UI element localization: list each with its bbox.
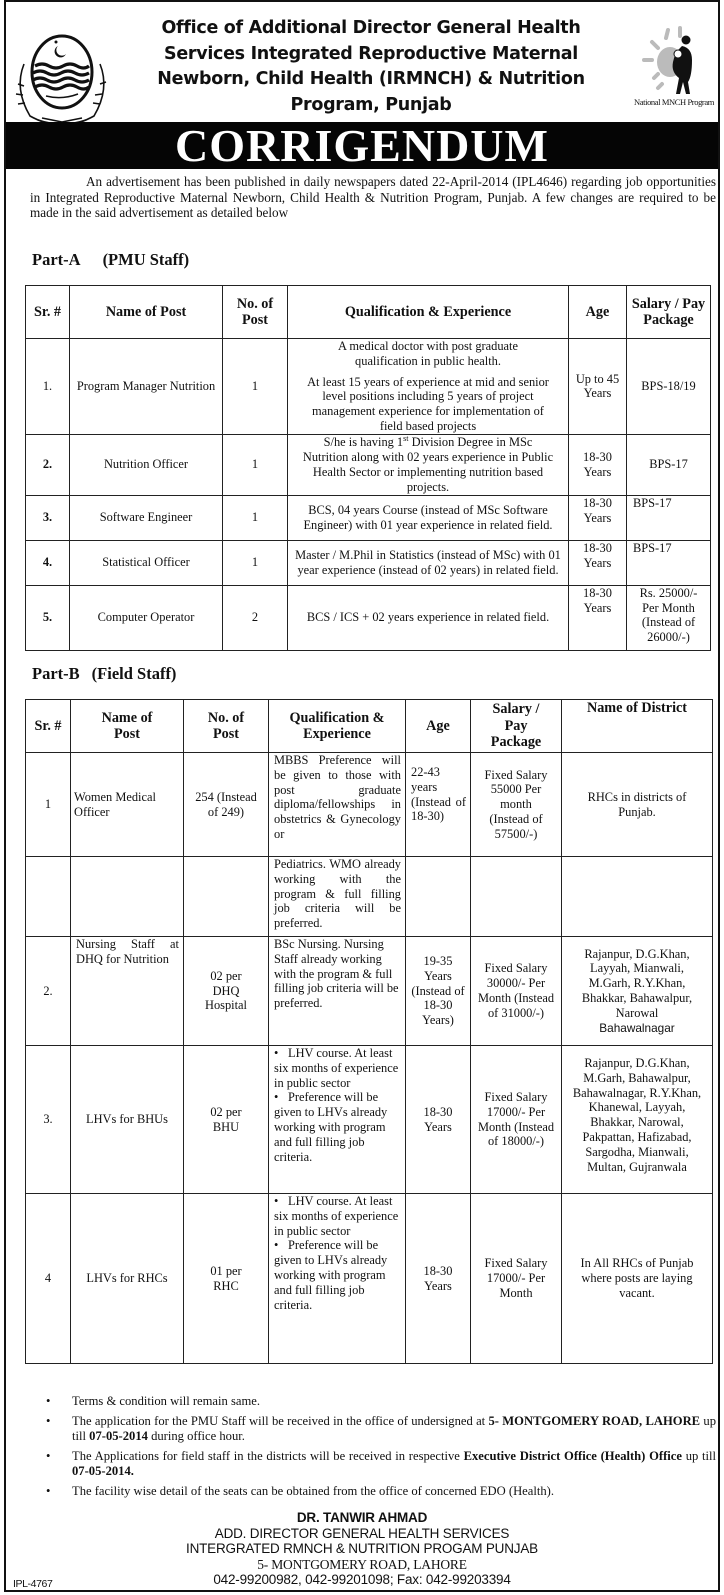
cell-qualification: Master / M.Phil in Statistics (instead of MSc) with 01 year experience (instead of 02 years) in related field. — [288, 540, 569, 585]
bullet-icon: • — [274, 1090, 279, 1105]
part-a-label: Part-A — [32, 250, 81, 269]
qualification-text: LHV course. At least six months of experience in public sector — [274, 1046, 399, 1090]
table-row — [26, 1046, 713, 1194]
cell-age: 18-30 Years — [406, 1194, 471, 1364]
part-b-heading — [32, 664, 176, 684]
cell-empty — [184, 857, 269, 937]
col-header-district: Name of District — [562, 700, 713, 753]
table-row — [26, 540, 711, 585]
cell-qualification: BCS, 04 years Course (instead of MSc Software Engineer) with 01 year experience in related field. — [288, 495, 569, 540]
cell-age: 18-30 Years — [569, 434, 627, 495]
cell-qualification — [288, 434, 569, 495]
cell-age: Up to 45Years — [569, 339, 627, 435]
bullet-icon: • — [46, 1484, 51, 1498]
part-a-subtitle: (PMU Staff) — [102, 250, 190, 269]
note-text: up till — [681, 1449, 717, 1463]
cell-age: 18-30 Years — [569, 585, 627, 650]
district-list: Rajanpur, D.G.Khan, Layyah, Mianwali, M.Garh, R.Y.Khan, Bhakkar, Bahawalpur, Narowal — [581, 946, 693, 1020]
col-header-sr: Sr. # — [26, 700, 71, 753]
qualification-bullet — [274, 1194, 402, 1238]
cell-count: 1 — [223, 434, 288, 495]
cell-qualification: BSc Nursing. Nursing Staff already working with the program & full filling job criteria will be preferred. — [269, 937, 406, 1046]
bullet-icon: • — [274, 1194, 279, 1208]
note-item — [30, 1394, 716, 1409]
col-header-qualification: Qualification & Experience — [288, 286, 569, 339]
title-line-2: Services Integrated Reproductive Maternal — [164, 43, 578, 64]
part-a-heading — [32, 250, 189, 270]
cell-salary: Fixed Salary 30000/- Per Month (Instead of 31000/-) — [471, 937, 562, 1046]
signatory-name: DR. TANWIR AHMAD — [296, 1510, 428, 1525]
qualification-line: At least 15 years of experience at mid and senior level positions including 5 years of project management experience for implementation of field based projects — [307, 374, 549, 433]
cell-empty — [71, 857, 184, 937]
table-row — [26, 339, 711, 435]
note-item — [30, 1484, 716, 1499]
cell-sr: 2. — [26, 937, 71, 1046]
punjab-emblem-icon — [8, 24, 116, 136]
cell-salary: BPS-17 — [627, 495, 711, 540]
col-header-age: Age — [569, 286, 627, 339]
title-line-1: Office of Additional Director General Health — [161, 18, 581, 38]
cell-salary: BPS-17 — [627, 540, 711, 585]
cell-qualification — [288, 339, 569, 435]
cell-empty — [406, 857, 471, 937]
col-header-count: No. of Post — [223, 286, 288, 339]
cell-qualification — [269, 1194, 406, 1364]
cell-sr: 3. — [26, 1046, 71, 1194]
qualification-text: S/he is having 1 — [323, 435, 404, 450]
intro-paragraph: An advertisement has been published in daily newspapers dated 22-April-2014 (IPL4646) regarding job opportunities in Integrated Reproductive Maternal Newborn, Child Health & Nutrition Program, Punjab. A few changes are required to be made in the said advertisement as detailed below — [30, 174, 716, 220]
col-header-count: No. of Post — [184, 700, 269, 753]
table-row — [26, 1194, 713, 1364]
qualification-bullet — [274, 1090, 402, 1164]
cell-age: 18-30 Years — [569, 495, 627, 540]
cell-age: 18-30 Years — [406, 1046, 471, 1194]
cell-count: 2 — [223, 585, 288, 650]
cell-district: RHCs in districts of Punjab. — [562, 753, 713, 857]
col-header-post: Name of Post — [70, 286, 223, 339]
mnch-logo — [628, 24, 720, 124]
ipl-code: IPL-4767 — [13, 1578, 53, 1590]
cell-post: Computer Operator — [70, 585, 223, 650]
cell-district: In All RHCs of Punjab where posts are laying vacant. — [562, 1194, 713, 1364]
cell-sr: 4. — [26, 540, 70, 585]
cell-count: 1 — [223, 339, 288, 435]
part-b-label: Part-B — [32, 664, 80, 683]
cell-post: Software Engineer — [70, 495, 223, 540]
terms-notes — [30, 1394, 716, 1504]
cell-post: Program Manager Nutrition — [70, 339, 223, 435]
cell-qualification — [269, 1046, 406, 1194]
cell-count: 1 — [223, 540, 288, 585]
cell-post: LHVs for BHUs — [71, 1046, 184, 1194]
district-extra: Bahawalnagar — [599, 1020, 675, 1035]
cell-salary: Fixed Salary 55000 Per month (Instead of 57500/-) — [471, 753, 562, 857]
cell-empty — [562, 857, 713, 937]
table-row — [26, 937, 713, 1046]
part-b-subtitle: (Field Staff) — [91, 664, 177, 683]
cell-salary: Rs. 25000/- Per Month (Instead of 26000/-) — [627, 585, 711, 650]
note-text: Terms & condition will remain same. — [72, 1394, 260, 1408]
title-line-3: Newborn, Child Health (IRMNCH) & Nutrition — [157, 69, 585, 89]
cell-sr: 1 — [26, 753, 71, 857]
qualification-bullet — [274, 1046, 402, 1090]
note-text: up till — [72, 1414, 716, 1443]
col-header-salary: Salary / Pay Package — [627, 286, 711, 339]
qualification-line: A medical doctor with post graduate qualification in public health. — [338, 339, 518, 368]
office-address: 5- MONTGOMERY ROAD, LAHORE — [488, 1414, 701, 1428]
cell-post: LHVs for RHCs — [71, 1194, 184, 1364]
cell-salary: BPS-17 — [627, 434, 711, 495]
col-header-age: Age — [406, 700, 471, 753]
program-name: INTERGRATED RMNCH & NUTRITION PROGAM PUNJAB — [186, 1541, 538, 1556]
table-row-continued — [26, 857, 713, 937]
note-text: The application for the PMU Staff will be received in the office of undersigned at — [72, 1414, 489, 1428]
superscript: st — [403, 434, 409, 444]
note-item — [30, 1414, 716, 1444]
note-text: The facility wise detail of the seats can be obtained from the office of concerned EDO (Health). — [72, 1484, 554, 1498]
table-header-row — [26, 700, 713, 753]
cell-count: 02 per DHQ Hospital — [184, 937, 269, 1046]
bullet-icon: • — [274, 1046, 279, 1060]
mother-child-icon — [628, 24, 720, 96]
cell-age: 19-35 Years (Instead of 18-30 Years) — [406, 937, 471, 1046]
cell-count: 01 per RHC — [184, 1194, 269, 1364]
cell-qualification: Pediatrics. WMO already working with the program & full filling job criteria will be preferred. — [269, 857, 406, 937]
qualification-text: Division Degree in MSc Nutrition along with 02 years experience in Public Health Sector or implementing nutrition based projects. — [302, 435, 554, 494]
cell-qualification: BCS / ICS + 02 years experience in related field. — [288, 585, 569, 650]
cell-salary: BPS-18/19 — [627, 339, 711, 435]
corrigendum-advertisement — [4, 0, 720, 1592]
table-row — [26, 434, 711, 495]
note-text: during office hour. — [147, 1429, 245, 1443]
cell-age: 18-30 Years — [569, 540, 627, 585]
office-name: Executive District Office (Health) Office — [463, 1449, 682, 1463]
cell-age: 22-43 years (Instead of 18-30) — [406, 753, 471, 857]
cell-district — [562, 937, 713, 1046]
bullet-icon: • — [46, 1394, 51, 1408]
qualification-text: Preference will be given to LHVs already working with program and full filling job criteria. — [274, 1238, 388, 1312]
note-item — [30, 1449, 716, 1479]
qualification-text: Preference will be given to LHVs already working with program and full filling job criteria. — [274, 1090, 388, 1164]
cell-sr: 3. — [26, 495, 70, 540]
office-title — [136, 16, 606, 118]
corrigendum-banner: CORRIGENDUM — [6, 122, 718, 169]
col-header-sr: Sr. # — [26, 286, 70, 339]
field-staff-table — [25, 699, 713, 1364]
qualification-text: LHV course. At least six months of experience in public sector — [274, 1194, 399, 1238]
header — [6, 2, 718, 171]
cell-district: Rajanpur, D.G.Khan, M.Garh, Bahawalpur, Bahawalnagar, R.Y.Khan, Khanewal, Layyah, Bhakkar, Narowal, Pakpattan, Hafizabad, Sargodha, Mianwali, Multan, Gujranwala — [562, 1046, 713, 1194]
mnch-logo-caption: National MNCH Program — [634, 97, 714, 107]
cell-post: Women Medical Officer — [71, 753, 184, 857]
col-header-qualification: Qualification & Experience — [269, 700, 406, 753]
cell-sr: 4 — [26, 1194, 71, 1364]
contact-numbers: 042-99200982, 042-99201098; Fax: 042-99203394 — [213, 1572, 511, 1587]
col-header-post: Name of Post — [71, 700, 184, 753]
office-address: 5- MONTGOMERY ROAD, LAHORE — [257, 1556, 467, 1572]
cell-count: 254 (Instead of 249) — [184, 753, 269, 857]
cell-salary: Fixed Salary 17000/- Per Month (Instead of 18000/-) — [471, 1046, 562, 1194]
cell-sr: 2. — [26, 434, 70, 495]
title-line-4: Program, Punjab — [290, 94, 452, 115]
note-text: The Applications for field staff in the districts will be received in respective — [72, 1449, 464, 1463]
bullet-icon: • — [46, 1414, 51, 1428]
pmu-staff-table — [25, 285, 711, 651]
cell-qualification: MBBS Preference will be given to those with post graduate diploma/fellowships in obstetrics & Gynecology or — [269, 753, 406, 857]
bullet-icon: • — [274, 1238, 279, 1253]
col-header-salary: Salary / Pay Package — [471, 700, 562, 753]
table-row — [26, 585, 711, 650]
deadline-date: 07-05-2014. — [72, 1464, 134, 1478]
signature-block — [6, 1510, 718, 1588]
cell-salary: Fixed Salary 17000/- Per Month — [471, 1194, 562, 1364]
cell-post: Nutrition Officer — [70, 434, 223, 495]
bullet-icon: • — [46, 1449, 51, 1463]
cell-post: Nursing Staff at DHQ for Nutrition — [71, 937, 184, 1046]
cell-empty — [26, 857, 71, 937]
table-header-row — [26, 286, 711, 339]
table-row — [26, 495, 711, 540]
cell-sr: 5. — [26, 585, 70, 650]
cell-empty — [471, 857, 562, 937]
cell-count: 1 — [223, 495, 288, 540]
table-row — [26, 753, 713, 857]
signatory-designation: ADD. DIRECTOR GENERAL HEALTH SERVICES — [214, 1525, 510, 1541]
cell-post: Statistical Officer — [70, 540, 223, 585]
cell-count: 02 per BHU — [184, 1046, 269, 1194]
deadline-date: 07-05-2014 — [89, 1429, 148, 1443]
cell-sr: 1. — [26, 339, 70, 435]
qualification-bullet — [274, 1238, 402, 1312]
